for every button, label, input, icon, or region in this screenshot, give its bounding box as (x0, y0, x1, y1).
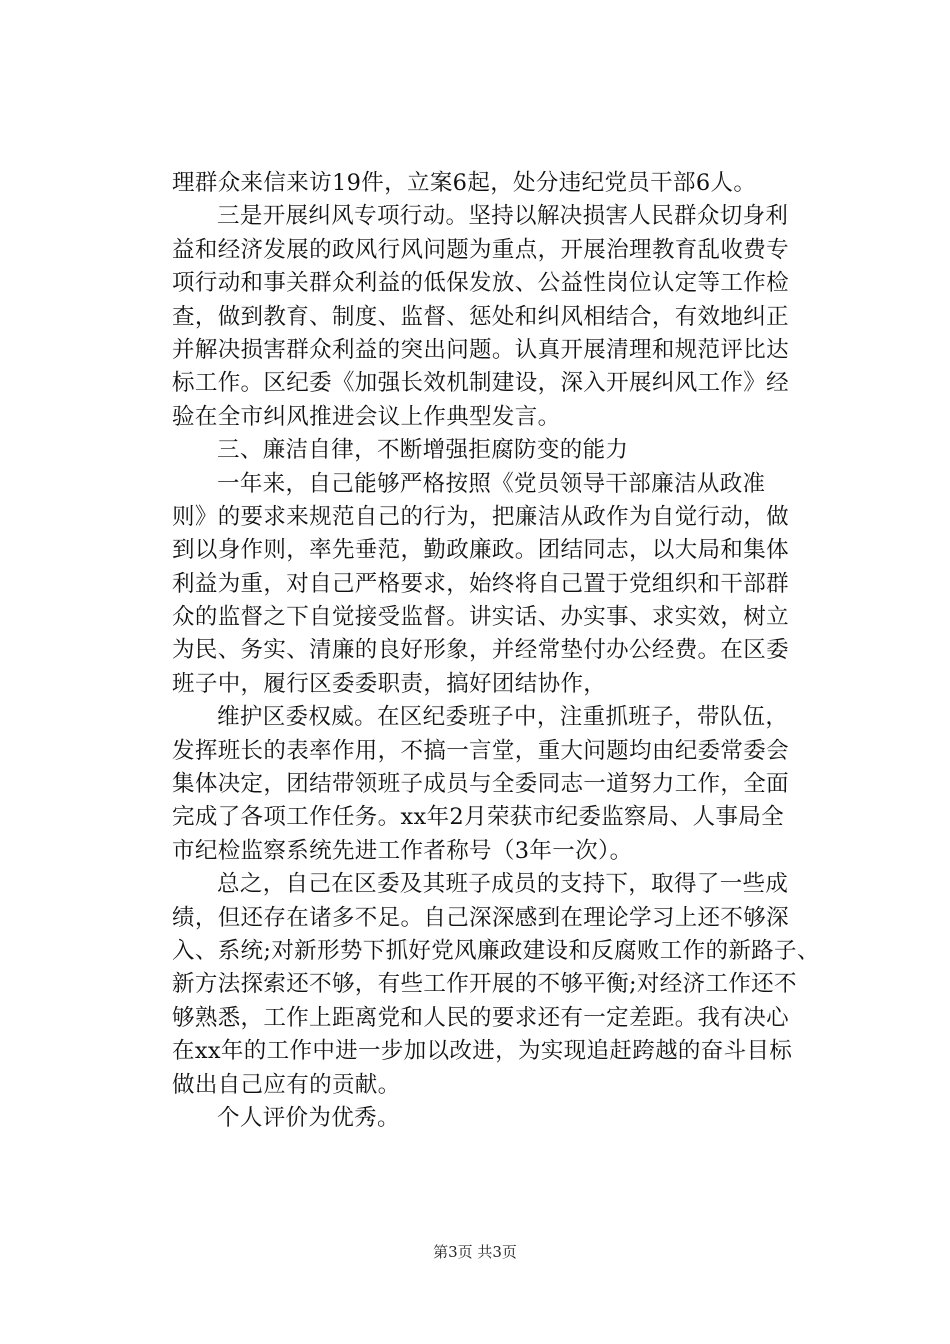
text-line: 班子中，履行区委委职责，搞好团结协作， (172, 670, 607, 697)
text-line: 并解决损害群众利益的突出问题。认真开展清理和规范评比达 (172, 336, 789, 363)
text-line: 完成了各项工作任务。xx年2月荣获市纪委监察局、人事局全 (172, 804, 784, 831)
text-line: 查，做到教育、制度、监督、惩处和纠风相结合，有效地纠正 (172, 303, 789, 330)
text-line: 理群众来信来访19件，立案6起，处分违纪党员干部6人。 (172, 170, 757, 196)
text-line: 项行动和事关群众利益的低保发放、公益性岗位认定等工作检 (172, 270, 789, 297)
text-line: 个人评价为优秀。 (217, 1104, 400, 1131)
text-line: 利益为重，对自己严格要求，始终将自己置于党组织和干部群 (172, 570, 789, 597)
text-line: 总之，自己在区委及其班子成员的支持下，取得了一些成 (217, 871, 789, 898)
text-line: 一年来，自己能够严格按照《党员领导干部廉洁从政准 (217, 470, 766, 497)
text-line: 三、廉洁自律，不断增强拒腐防变的能力 (217, 437, 629, 464)
text-line: 标工作。区纪委《加强长效机制建设，深入开展纠风工作》经 (172, 370, 789, 397)
text-line: 维护区委权威。在区纪委班子中，注重抓班子，带队伍， (217, 704, 789, 731)
text-line: 集体决定，团结带领班子成员与全委同志一道努力工作，全面 (172, 771, 789, 798)
document-body (172, 167, 832, 1135)
text-line: 市纪检监察系统先进工作者称号（3年一次）。 (172, 837, 633, 864)
page-footer: 第3页 共3页 (433, 1243, 517, 1261)
text-line: 则》的要求来规范自己的行为，把廉洁从政作为自觉行动，做 (172, 503, 789, 530)
text-line: 入、系统;对新形势下抓好党风廉政建设和反腐败工作的新路子、 (172, 937, 820, 964)
text-line: 在xx年的工作中进一步加以改进，为实现追赶跨越的奋斗目标 (172, 1038, 793, 1065)
text-line: 发挥班长的表率作用，不搞一言堂，重大问题均由纪委常委会 (172, 737, 789, 764)
text-line: 新方法探索还不够，有些工作开展的不够平衡;对经济工作还不 (172, 971, 797, 998)
text-line: 益和经济发展的政风行风问题为重点，开展治理教育乱收费专 (172, 236, 789, 263)
text-line: 为民、务实、清廉的良好形象，并经常垫付办公经费。在区委 (172, 637, 789, 664)
text-line: 到以身作则，率先垂范，勤政廉政。团结同志，以大局和集体 (172, 537, 789, 564)
text-line: 验在全市纠风推进会议上作典型发言。 (172, 403, 561, 430)
text-line: 够熟悉，工作上距离党和人民的要求还有一定差距。我有决心 (172, 1004, 789, 1031)
text-line: 众的监督之下自觉接受监督。讲实话、办实事、求实效，树立 (172, 604, 789, 631)
text-line: 三是开展纠风专项行动。坚持以解决损害人民群众切身利 (217, 203, 789, 230)
text-line: 绩，但还存在诸多不足。自己深深感到在理论学习上还不够深 (172, 904, 789, 931)
text-line: 做出自己应有的贡献。 (172, 1071, 401, 1098)
